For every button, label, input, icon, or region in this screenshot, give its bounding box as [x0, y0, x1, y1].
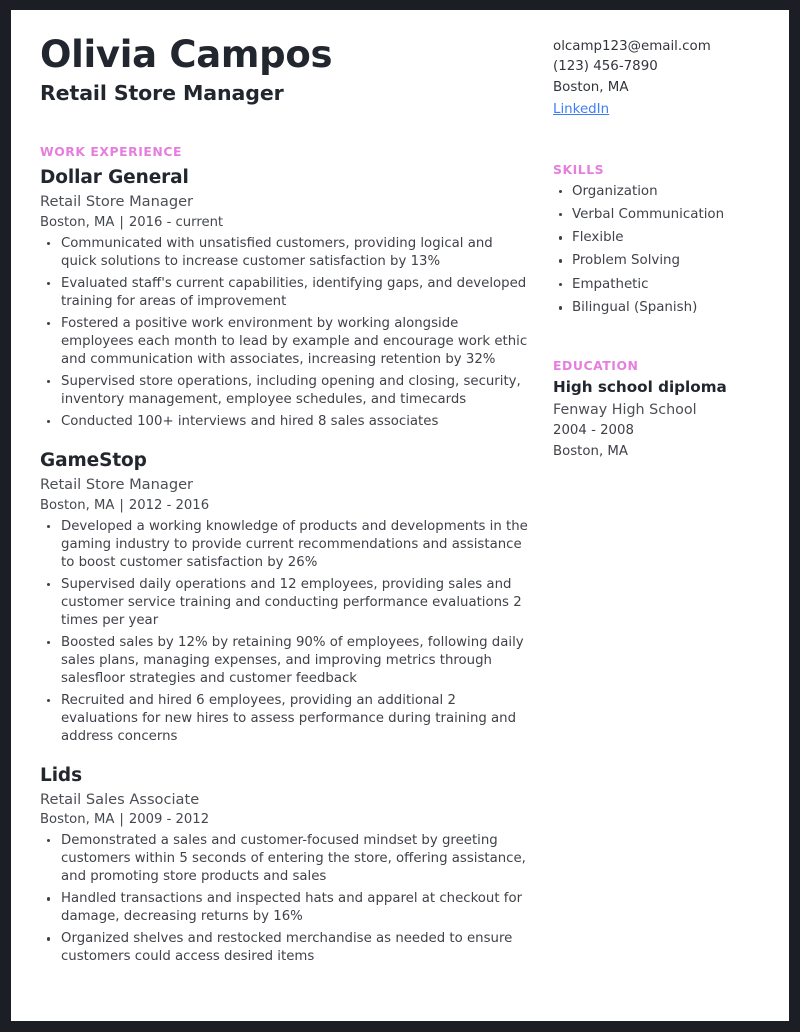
job-bullet: Supervised store operations, including opening and closing, security, inventory management, employee schedules, and timecards — [40, 373, 531, 409]
job-meta-separator: | — [119, 812, 124, 828]
main-column — [11, 10, 531, 966]
job-meta-separator: | — [119, 215, 124, 231]
skill-item: Problem Solving — [553, 252, 789, 270]
job-meta — [40, 214, 531, 232]
job-bullet: Recruited and hired 6 employees, providing an additional 2 evaluations for new hires to assess performance during training and address concerns — [40, 692, 531, 746]
job-meta — [40, 497, 531, 515]
job-bullet: Evaluated staff's current capabilities, identifying gaps, and developed training for areas of improvement — [40, 275, 531, 311]
candidate-name: Olivia Campos — [40, 33, 333, 76]
education-school: Fenway High School — [553, 401, 697, 418]
side-column — [531, 10, 789, 462]
job-entry — [40, 166, 531, 431]
job-meta — [40, 811, 531, 829]
work-experience-section-heading: WORK EXPERIENCE — [40, 144, 183, 160]
job-bullet-list — [40, 832, 531, 966]
job-dates: 2009 - 2012 — [128, 812, 210, 828]
job-entry — [40, 449, 531, 746]
job-bullet: Boosted sales by 12% by retaining 90% of employees, following daily sales plans, managing expenses, and improving metrics through salesfloor strategies and customer feedback — [40, 634, 531, 688]
education-section — [553, 358, 789, 462]
job-location: Boston, MA — [40, 497, 115, 513]
skill-item: Verbal Communication — [553, 206, 789, 224]
job-dates: 2012 - 2016 — [128, 497, 210, 513]
job-company-name: Lids — [40, 764, 82, 786]
job-bullet: Developed a working knowledge of products and developments in the gaming industry to provide current recommendations and assistance to boost customer satisfaction by 26% — [40, 518, 531, 572]
job-role-title: Retail Sales Associate — [40, 790, 200, 808]
job-entry — [40, 764, 531, 967]
linkedin-link[interactable]: LinkedIn — [553, 102, 610, 118]
job-meta-separator: | — [119, 497, 124, 513]
job-location: Boston, MA — [40, 812, 115, 828]
job-bullet: Supervised daily operations and 12 employees, providing sales and customer service training and conducting performance evaluations 2 times per year — [40, 576, 531, 630]
skills-section — [553, 162, 789, 317]
skill-item: Empathetic — [553, 276, 789, 294]
job-bullet: Organized shelves and restocked merchandise as needed to ensure customers could access desired items — [40, 930, 531, 966]
skills-section-heading: SKILLS — [553, 161, 605, 177]
job-company-name: GameStop — [40, 449, 147, 471]
education-degree: High school diploma — [553, 377, 727, 396]
job-bullet: Demonstrated a sales and customer-focused mindset by greeting customers within 5 seconds of entering the store, offering assistance, and promoting store products and sales — [40, 832, 531, 886]
job-company-name: Dollar General — [40, 167, 189, 189]
resume-page — [11, 10, 789, 1021]
job-bullet: Handled transactions and inspected hats and apparel at checkout for damage, decreasing returns by 16% — [40, 890, 531, 926]
education-section-heading: EDUCATION — [553, 357, 639, 373]
job-bullet-list — [40, 518, 531, 746]
skill-item: Bilingual (Spanish) — [553, 299, 789, 317]
contact-email: olcamp123@email.com — [553, 39, 711, 54]
candidate-job-title: Retail Store Manager — [40, 80, 284, 105]
contact-phone: (123) 456-7890 — [553, 59, 658, 75]
job-dates: 2016 - current — [128, 215, 224, 231]
job-bullet-list — [40, 235, 531, 431]
job-bullet: Fostered a positive work environment by working alongside employees each month to lead by example and encourage work ethic and communication with associates, increasing retention by 32% — [40, 315, 531, 369]
education-years: 2004 - 2008 — [553, 423, 634, 439]
skills-list — [553, 183, 789, 317]
job-bullet: Conducted 100+ interviews and hired 8 sales associates — [40, 413, 531, 431]
resume-body — [11, 10, 789, 1021]
education-location: Boston, MA — [553, 443, 628, 459]
skill-item: Flexible — [553, 229, 789, 247]
contact-location: Boston, MA — [553, 79, 629, 95]
job-role-title: Retail Store Manager — [40, 476, 194, 494]
job-bullet: Communicated with unsatisfied customers, providing logical and quick solutions to increase customer satisfaction by 13% — [40, 235, 531, 271]
skill-item: Organization — [553, 183, 789, 201]
job-location: Boston, MA — [40, 215, 115, 231]
job-role-title: Retail Store Manager — [40, 193, 194, 211]
